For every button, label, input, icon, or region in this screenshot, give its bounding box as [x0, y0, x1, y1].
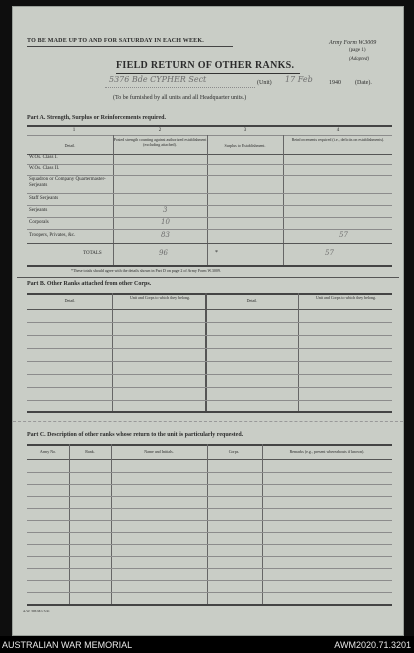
form-title: FIELD RETURN OF OTHER RANKS. — [116, 60, 295, 71]
part-c-header-army-no: Army No. — [39, 449, 57, 454]
col-header-detail: Detail. — [64, 143, 76, 148]
totals-posted: 96 — [159, 249, 168, 257]
row-rule — [27, 205, 392, 206]
part-b-vline-1 — [112, 293, 113, 411]
row-rule — [27, 164, 392, 165]
col-number-1: 1 — [72, 128, 76, 133]
col-number-3: 3 — [243, 128, 247, 133]
part-b-header-rule — [27, 309, 392, 310]
col-header-reinf: Reinforcements required (i.e., deficits on establishments). — [291, 137, 385, 142]
part-a-note: *These totals should agree with the details shown in Part D on page 2 of Army Form W.3009. — [71, 268, 221, 273]
part-b-header-unit-2: Unit and Corps to which they belong. — [315, 295, 377, 300]
posted-troopers: 83 — [161, 231, 170, 239]
totals-reinf: 57 — [325, 249, 334, 257]
adapted-label: (Adapted) — [349, 57, 369, 62]
form-id: Army Form W.3009 — [329, 40, 377, 46]
col-number-rule — [27, 135, 392, 136]
row-label-cqms: Squadron or Company Quartermaster-Serjeants — [29, 177, 106, 188]
totals-label: TOTALS — [83, 251, 102, 256]
part-c-row-rule — [27, 568, 392, 569]
unit-handwritten: 5376 Bde CYPHER Sect — [109, 75, 207, 84]
part-c-row-rule — [27, 496, 392, 497]
part-c-row-rule — [27, 472, 392, 473]
part-b-vline-2 — [205, 293, 207, 411]
col-number-4: 4 — [336, 128, 340, 133]
part-a-bottom-rule — [27, 265, 392, 267]
header-bottom-rule — [27, 154, 392, 155]
part-c-header-name: Name and Initials. — [144, 449, 174, 454]
part-a-vline-1 — [113, 135, 114, 267]
col-number-2: 2 — [158, 128, 162, 133]
part-c-header-remarks: Remarks (e.g., present whereabouts if known). — [289, 449, 365, 454]
part-b-row-rule — [27, 374, 392, 375]
part-c-row-rule — [27, 508, 392, 509]
part-b-row-rule — [27, 387, 392, 388]
subtitle: (To be furnished by all units and all Headquarter units.) — [113, 95, 247, 101]
part-b-bottom-rule — [27, 411, 392, 413]
part-c-header-rule — [27, 459, 392, 460]
posted-cpl: 10 — [161, 218, 170, 226]
footer-institution: AUSTRALIAN WAR MEMORIAL — [2, 640, 133, 650]
col-header-surplus: Surplus to Establishment. — [224, 143, 266, 148]
part-c-row-rule — [27, 520, 392, 521]
unit-label: (Unit) — [257, 80, 272, 86]
part-a-top-rule — [27, 125, 392, 127]
row-rule — [27, 217, 392, 218]
row-label-sjt: Serjeants — [29, 208, 48, 213]
row-label-wo2: W.Os. Class II. — [29, 166, 60, 171]
form-sheet — [12, 6, 404, 636]
part-c-header-corps: Corps. — [228, 449, 240, 454]
print-code: A.W. 306 M/s 5/41 — [23, 609, 50, 613]
year-text: 1940 — [329, 80, 341, 86]
notice-text: TO BE MADE UP TO AND FOR SATURDAY IN EACH WEEK. — [27, 38, 204, 44]
part-a-vline-2 — [207, 135, 208, 267]
date-label: (Date). — [355, 80, 372, 86]
reinf-troopers: 57 — [339, 231, 348, 239]
part-b-header-detail-1: Detail. — [64, 298, 76, 303]
title-underline — [116, 73, 300, 74]
totals-top-rule — [27, 243, 392, 244]
part-c-bottom-rule — [27, 604, 392, 606]
part-b-header-unit-1: Unit and Corps to which they belong. — [129, 295, 191, 300]
notice-underline — [27, 46, 233, 47]
row-label-wo1: W.Os. Class I. — [29, 155, 58, 160]
page-ref: (page 1) — [349, 48, 366, 53]
part-b-row-rule — [27, 335, 392, 336]
part-c-row-rule — [27, 592, 392, 593]
totals-surplus-marker: * — [215, 250, 218, 256]
part-c-top-rule — [27, 444, 392, 446]
part-b-title: Part B. Other Ranks attached from other Corps. — [27, 281, 152, 287]
part-b-vline-3 — [298, 293, 299, 411]
part-c-row-rule — [27, 556, 392, 557]
row-rule — [27, 229, 392, 230]
footer-accession: AWM2020.71.3201 — [334, 640, 411, 650]
part-c-title: Part C. Description of other ranks whose return to the unit is particularly requested. — [27, 432, 244, 438]
fold-line — [13, 421, 403, 422]
part-b-row-rule — [27, 322, 392, 323]
part-c-row-rule — [27, 532, 392, 533]
row-label-cpl: Corporals — [29, 220, 49, 225]
archive-footer — [0, 636, 414, 653]
part-c-row-rule — [27, 484, 392, 485]
part-b-row-rule — [27, 361, 392, 362]
row-label-staff-sjt: Staff Serjeants — [29, 196, 59, 201]
col-header-posted: Posted strength counting against authorized establishment (excluding attached). — [113, 137, 207, 147]
part-b-row-rule — [27, 348, 392, 349]
part-c-row-rule — [27, 580, 392, 581]
part-c-row-rule — [27, 544, 392, 545]
row-rule — [27, 193, 392, 194]
part-c-header-rank: Rank. — [85, 449, 95, 454]
part-a-vline-3 — [283, 135, 284, 267]
row-label-troopers: Troopers, Privates, &c. — [29, 233, 76, 238]
date-handwritten: 17 Feb — [285, 75, 313, 84]
part-b-row-rule — [27, 400, 392, 401]
part-b-header-detail-2: Detail. — [246, 298, 258, 303]
part-b-separator — [17, 277, 399, 278]
row-rule — [27, 175, 392, 176]
part-a-title: Part A. Strength, Surplus or Reinforcements required. — [27, 115, 166, 121]
unit-dotted-line — [105, 87, 255, 88]
posted-sjt: 3 — [163, 206, 168, 214]
